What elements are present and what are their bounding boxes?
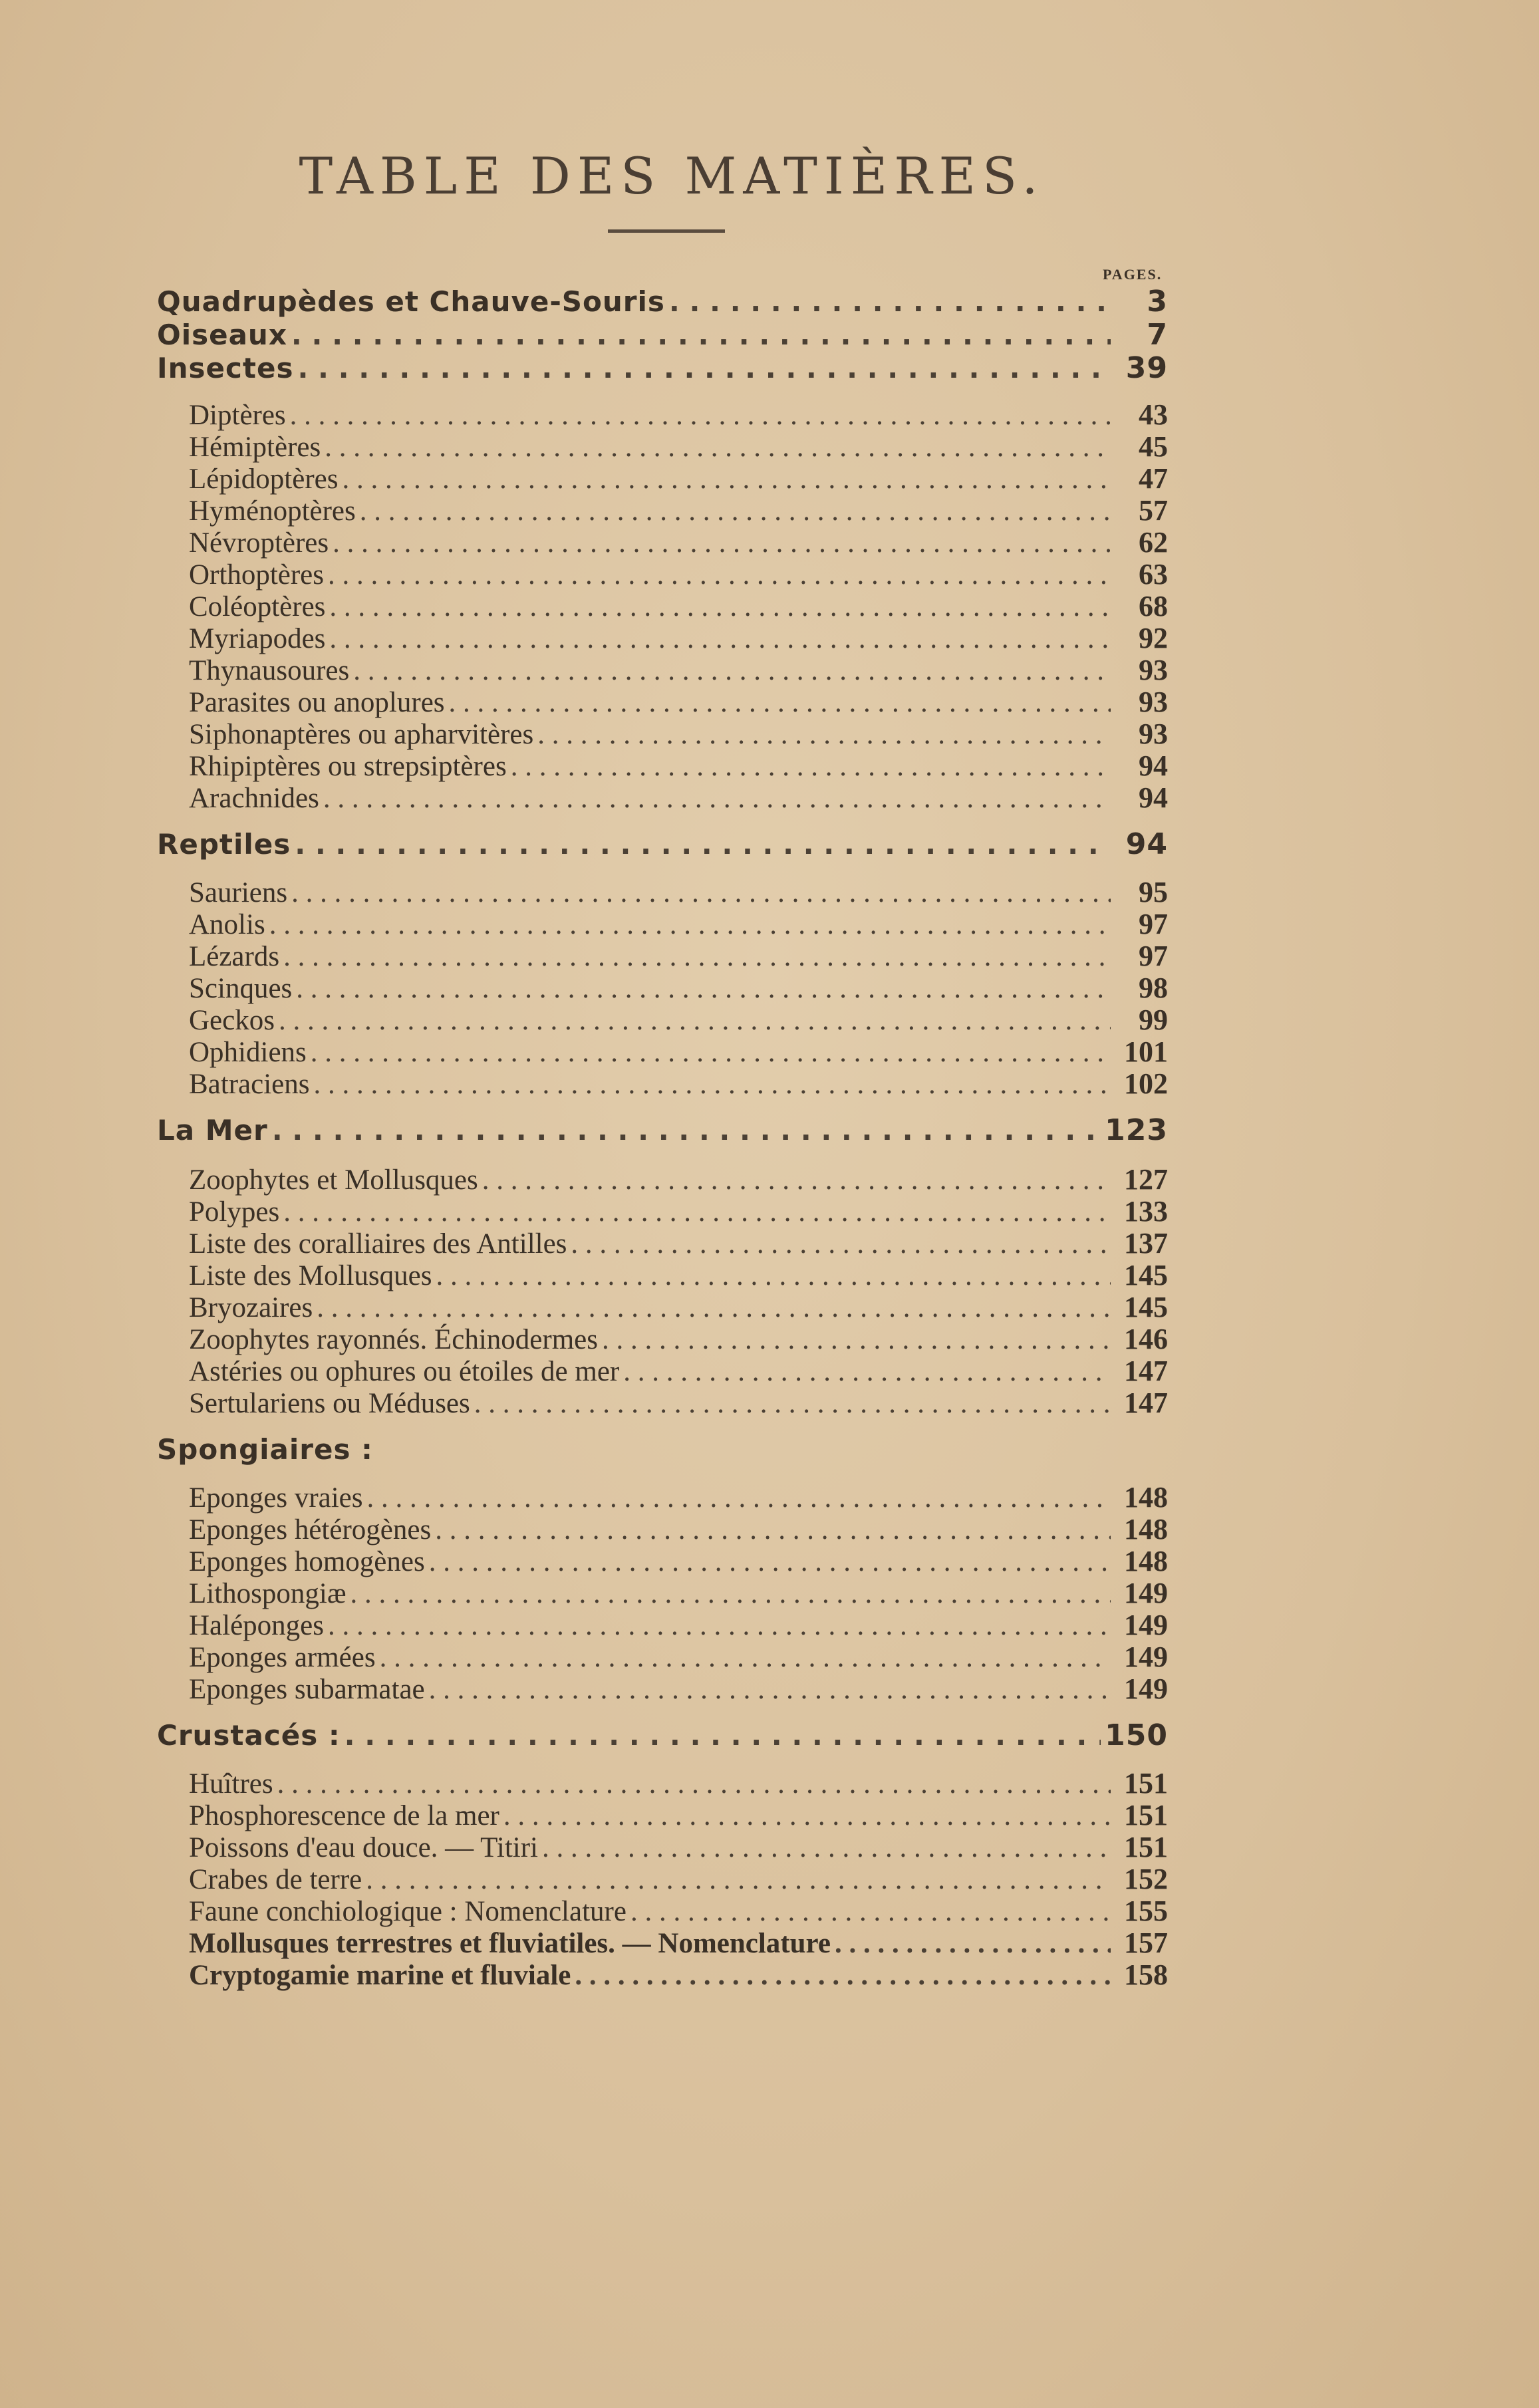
toc-entry: Liste des coralliaires des Antilles . . . 137 xyxy=(189,1226,1168,1261)
dot-leader xyxy=(345,1718,1101,1753)
toc-entry: Rhipiptères ou strepsiptères . . . 94 xyxy=(189,749,1168,783)
dot-leader xyxy=(328,558,1111,592)
dot-leader xyxy=(429,1545,1111,1579)
dot-leader xyxy=(342,462,1111,496)
dot-leader xyxy=(311,1035,1111,1069)
dot-leader xyxy=(291,318,1111,352)
toc-entry: Eponges hétérogènes . . . 148 xyxy=(189,1512,1168,1547)
toc-entry: Mollusques terrestres et fluviatiles. — Nomenclature . . . 157 xyxy=(189,1926,1168,1960)
dot-leader xyxy=(537,718,1111,751)
toc-entry: Hyménoptères . . . 57 xyxy=(189,493,1168,528)
dot-leader xyxy=(329,590,1111,624)
dot-leader xyxy=(366,1863,1111,1897)
toc-entry: Zoophytes et Mollusques . . . 127 xyxy=(189,1162,1168,1197)
dot-leader xyxy=(297,351,1111,386)
dot-leader xyxy=(360,494,1111,528)
toc-entry: Orthoptères . . . 63 xyxy=(189,557,1168,592)
toc-entry: Astéries ou ophures ou étoiles de mer . . . 147 xyxy=(189,1354,1168,1389)
dot-leader xyxy=(333,526,1111,560)
dot-leader xyxy=(283,1195,1111,1229)
dot-leader xyxy=(602,1323,1111,1357)
dot-leader xyxy=(283,940,1111,974)
dot-leader xyxy=(323,781,1111,815)
toc-entry: Haléponges . . . 149 xyxy=(189,1608,1168,1643)
dot-leader xyxy=(350,1577,1111,1611)
toc-entry: Crabes de terre . . . 152 xyxy=(189,1862,1168,1897)
toc-entry: Coléoptères . . . 68 xyxy=(189,589,1168,624)
dot-leader xyxy=(435,1513,1111,1547)
toc-entry: Batraciens . . . 102 xyxy=(189,1067,1168,1101)
dot-leader xyxy=(328,1609,1111,1643)
toc-entry: Ophidiens . . . 101 xyxy=(189,1035,1168,1069)
dot-leader xyxy=(313,1067,1111,1101)
toc-entry: Anolis . . . 97 xyxy=(189,907,1168,942)
dot-leader xyxy=(449,686,1111,720)
dot-leader xyxy=(269,908,1111,942)
toc-entry: Insectes . . . 39 xyxy=(157,351,1168,386)
toc-entry: Bryozaires . . . 145 xyxy=(189,1290,1168,1325)
toc-entry: Huîtres . . . 151 xyxy=(189,1766,1168,1801)
dot-leader xyxy=(482,1163,1111,1197)
dot-leader xyxy=(325,430,1111,464)
dot-leader xyxy=(277,1767,1111,1801)
dot-leader xyxy=(329,622,1111,656)
toc-section-heading: Spongiaires : xyxy=(157,1433,373,1466)
toc-entry: Reptiles . . . 94 xyxy=(157,827,1168,862)
dot-leader xyxy=(503,1799,1111,1833)
toc-entry: Eponges vraies . . . 148 xyxy=(189,1480,1168,1515)
toc-entry: Eponges homogènes . . . 148 xyxy=(189,1544,1168,1579)
dot-leader xyxy=(279,1003,1111,1037)
toc-entry: Phosphorescence de la mer . . . 151 xyxy=(189,1798,1168,1833)
toc-entry: Scinques . . . 98 xyxy=(189,971,1168,1005)
toc-entry: Névroptères . . . 62 xyxy=(189,525,1168,560)
dot-leader xyxy=(290,398,1111,432)
dot-leader xyxy=(474,1387,1111,1420)
dot-leader xyxy=(317,1291,1111,1325)
toc-entry: La Mer . . . 123 xyxy=(157,1113,1168,1148)
toc-entry: Parasites ou anoplures . . . 93 xyxy=(189,685,1168,720)
page-title: TABLE DES MATIÈRES. xyxy=(299,146,1045,205)
toc-entry: Myriapodes . . . 92 xyxy=(189,621,1168,656)
toc-entry: Siphonaptères ou apharvitères . . . 93 xyxy=(189,717,1168,751)
dot-leader xyxy=(630,1895,1111,1929)
toc-entry: Sauriens . . . 95 xyxy=(189,875,1168,910)
dot-leader xyxy=(367,1481,1111,1515)
dot-leader xyxy=(296,972,1111,1005)
toc-entry: Quadrupèdes et Chauve-Souris . . . 3 xyxy=(157,285,1168,319)
toc-entry: Geckos . . . 99 xyxy=(189,1003,1168,1037)
dot-leader xyxy=(511,749,1111,783)
toc-entry: Arachnides . . . 94 xyxy=(189,781,1168,815)
toc-entry: Polypes . . . 133 xyxy=(189,1194,1168,1229)
dot-leader xyxy=(436,1259,1111,1293)
toc-entry: Cryptogamie marine et fluviale . . . 158 xyxy=(189,1958,1168,1992)
dot-leader xyxy=(575,1958,1111,1992)
dot-leader xyxy=(571,1227,1111,1261)
toc-entry: Lépidoptères . . . 47 xyxy=(189,462,1168,496)
dot-leader xyxy=(835,1927,1111,1960)
toc-entry: Eponges subarmatae . . . 149 xyxy=(189,1672,1168,1706)
dot-leader xyxy=(272,1113,1101,1148)
dot-leader xyxy=(623,1355,1111,1389)
toc-entry: Lézards . . . 97 xyxy=(189,939,1168,974)
toc-entry: Oiseaux . . . 7 xyxy=(157,318,1168,352)
dot-leader xyxy=(353,654,1111,688)
toc-entry: Faune conchiologique : Nomenclature . . . 155 xyxy=(189,1894,1168,1929)
toc-entry: Diptères . . . 43 xyxy=(189,398,1168,432)
toc-entry: Eponges armées . . . 149 xyxy=(189,1640,1168,1674)
toc-entry: Lithospongiæ . . . 149 xyxy=(189,1576,1168,1611)
toc-entry: Liste des Mollusques . . . 145 xyxy=(189,1258,1168,1293)
dot-leader xyxy=(429,1672,1111,1706)
dot-leader xyxy=(291,876,1111,910)
dot-leader xyxy=(542,1831,1111,1865)
pages-column-header: PAGES. xyxy=(1103,266,1163,283)
toc-entry: Poissons d'eau douce. — Titiri . . . 151 xyxy=(189,1830,1168,1865)
toc-entry: Zoophytes rayonnés. Échinodermes . . . 146 xyxy=(189,1322,1168,1357)
toc-entry: Hémiptères . . . 45 xyxy=(189,430,1168,464)
toc-entry: Crustacés : . . . 150 xyxy=(157,1718,1168,1753)
dot-leader xyxy=(380,1641,1111,1674)
toc-entry: Thynausoures . . . 93 xyxy=(189,653,1168,688)
toc-entry: Sertulariens ou Méduses . . . 147 xyxy=(189,1386,1168,1420)
dot-leader xyxy=(295,827,1111,862)
dot-leader xyxy=(669,285,1111,319)
